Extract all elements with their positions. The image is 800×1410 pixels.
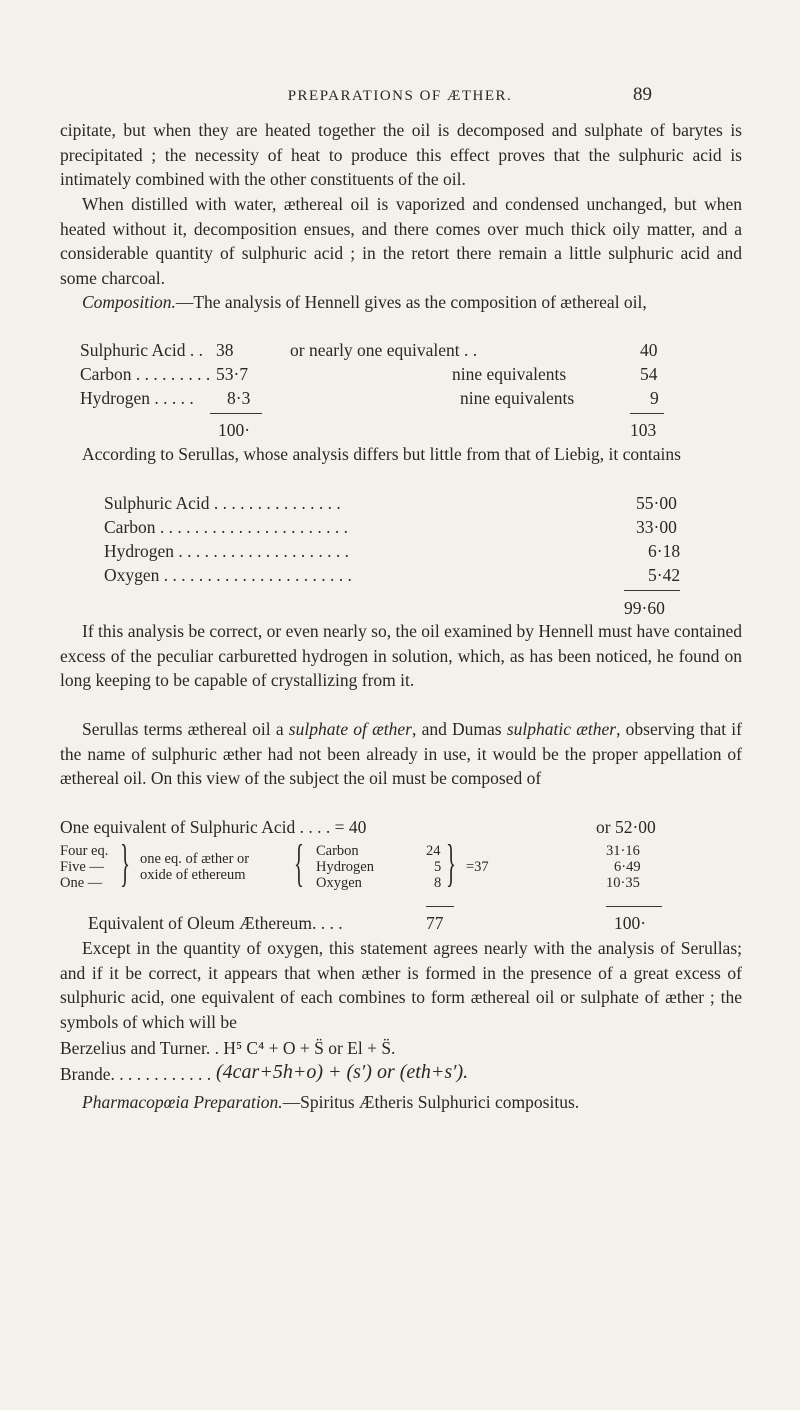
serullas-total: 99·60: [624, 598, 665, 618]
hennell-name: Hydrogen . . . . .: [80, 388, 194, 408]
oleum-total-label: Equivalent of Oleum Æthereum. . . .: [88, 913, 343, 933]
element-percent: 6·49: [614, 859, 641, 875]
element-name: Oxygen: [316, 875, 362, 891]
serullas-row: [104, 539, 349, 564]
element-eq: 5: [434, 859, 442, 875]
sum-rule: [426, 906, 454, 907]
serullas-name: Carbon: [104, 517, 156, 537]
paragraph-decomposition: cipitate, but when they are heated together the oil is decomposed and sulphate of barytes is precipitated ; the necessity of heat to produce this effect proves that the sulphuric acid is intimately combined with the other constituents of the oil.: [60, 120, 742, 189]
right-brace: }: [446, 835, 456, 892]
hennell-eq: 54: [640, 364, 658, 384]
serullas-name: Hydrogen: [104, 541, 174, 561]
paragraph-conclusion: Except in the quantity of oxygen, this statement agrees nearly with the analysis of Serullas; and if it be correct, it appears that when æther is formed in the presence of a great excess of sulphuric acid, one equivalent of each combines to form æthereal oil or sulphate of æther ; the symbols of which will be: [60, 938, 742, 1032]
hennell-eq-total: 103: [630, 420, 657, 440]
leader-dots: . . . . . . . . . . . . . . . . . . . . . .: [163, 565, 352, 585]
hennell-note: nine equivalents: [460, 388, 575, 408]
hennell-value: 53·7: [216, 364, 249, 384]
element-percent: 31·16: [606, 843, 640, 859]
serullas-row: [104, 563, 352, 588]
oleum-total-eq: 77: [426, 913, 444, 933]
right-brace: }: [120, 835, 130, 892]
acid-equivalent: One equivalent of Sulphuric Acid . . . . = 40: [60, 817, 367, 837]
hennell-name: Sulphuric Acid . .: [80, 340, 203, 360]
serullas-value: 6·18: [648, 541, 681, 561]
hennell-eq: 9: [650, 388, 659, 408]
paragraph-analysis: If this analysis be correct, or even nearly so, the oil examined by Hennell must have contained excess of the peculiar carburetted hydrogen in solution, which, as has been noticed, he found on long keeping to be capable of crystallizing from it.: [60, 621, 742, 690]
serullas-value: 5·42: [648, 565, 681, 585]
paragraph-distillation: When distilled with water, æthereal oil is vaporized and condensed unchanged, but when heated without it, decomposition ensues, and there comes over much thick oily matter, and a considerable quantity of sulphuric acid ; in the retort there remain a little sulphuric acid and some charcoal.: [60, 194, 742, 288]
hennell-value: 8·3: [227, 388, 251, 408]
eq-count: Four eq.: [60, 843, 109, 859]
left-brace: {: [294, 835, 304, 892]
serullas-value: 55·00: [636, 493, 677, 513]
formula-brande-label: Brande. . . . . . . . . . . .: [60, 1064, 212, 1084]
pharmacopoeia-text: —Spiritus Ætheris Sulphurici compositus.: [282, 1092, 580, 1112]
acid-percent: or 52·00: [596, 817, 656, 837]
composition-text: —The analysis of Hennell gives as the composition of æthereal oil,: [175, 292, 647, 312]
formula-brande: (4car+5h+o) + (s′) or (eth+s′).: [216, 1061, 469, 1083]
text-run: Serullas terms æthereal oil a: [82, 719, 289, 739]
running-header: PREPARATIONS OF ÆTHER.: [287, 88, 513, 104]
paragraph-nomenclature: [60, 717, 742, 791]
serullas-value: 33·00: [636, 517, 677, 537]
serullas-name: Sulphuric Acid: [104, 493, 210, 513]
italic-term: sulphate of æther: [288, 719, 412, 739]
italic-term: sulphatic æther: [506, 719, 617, 739]
serullas-row: [104, 491, 341, 516]
equivalent-sum: =37: [466, 859, 489, 875]
text-run: , and Dumas: [411, 719, 507, 739]
hennell-name: Carbon . . . . . . . . .: [80, 364, 211, 384]
paragraph-serullas-intro: According to Serullas, whose analysis differs but little from that of Liebig, it contains: [82, 444, 681, 464]
formula-berzelius: Berzelius and Turner. . H⁵ C⁴ + O + S̈ or El + S̈.: [60, 1038, 396, 1058]
aether-label: one eq. of æther or: [140, 851, 250, 867]
hennell-eq: 40: [640, 340, 658, 360]
leader-dots: . . . . . . . . . . . . . . . . . . . . . .: [159, 517, 349, 537]
sum-rule: [630, 413, 664, 414]
leader-dots: . . . . . . . . . . . . . . . . . . . .: [178, 541, 349, 561]
hennell-note: or nearly one equivalent . .: [290, 340, 478, 360]
oleum-total-pct: 100·: [614, 913, 647, 933]
text-run: , observing that if the name of sulphuric æther had not been already in use, it would be the proper appellation of æthereal oil. On this view of the subject the oil must be composed of: [60, 719, 742, 788]
serullas-name: Oxygen: [104, 565, 160, 585]
hennell-value: 38: [216, 340, 234, 360]
element-name: Hydrogen: [316, 859, 374, 875]
paragraph-composition: [60, 290, 742, 315]
leader-dots: . . . . . . . . . . . . . . .: [213, 493, 341, 513]
sum-rule: [210, 413, 262, 414]
serullas-row: [104, 515, 348, 540]
eq-count: One —: [60, 875, 103, 891]
pharmacopoeia-label: Pharmacopœia Preparation.: [82, 1092, 283, 1112]
element-eq: 8: [434, 875, 442, 891]
element-eq: 24: [426, 843, 441, 859]
sum-rule: [606, 906, 662, 907]
element-name: Carbon: [316, 843, 359, 859]
sum-rule: [624, 590, 680, 591]
eq-count: Five —: [60, 859, 104, 875]
element-percent: 10·35: [606, 875, 640, 891]
composition-label: Composition.: [82, 292, 176, 312]
hennell-total: 100·: [218, 420, 251, 440]
paragraph-pharmacopoeia: [60, 1090, 742, 1115]
aether-label: oxide of ethereum: [140, 867, 246, 883]
page-number: 89: [633, 84, 652, 105]
hennell-note: nine equivalents: [452, 364, 567, 384]
